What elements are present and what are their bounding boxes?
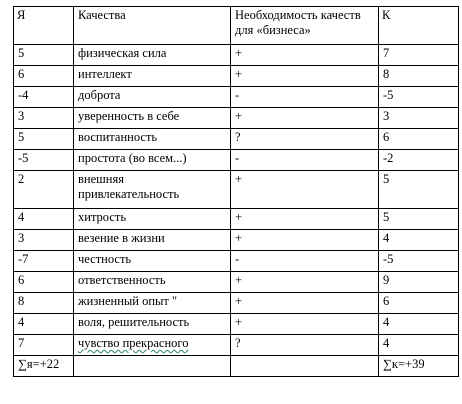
cell-k: 4 [379, 335, 459, 356]
cell-need: + [231, 230, 379, 251]
cell-quality: воля, решительность [74, 314, 231, 335]
cell-ya: 3 [14, 108, 74, 129]
cell-ya: 7 [14, 335, 74, 356]
cell-quality: хитрость [74, 209, 231, 230]
total-k: ∑к=+39 [379, 356, 459, 377]
table-row [14, 171, 459, 209]
cell-quality: жизненный опыт " [74, 293, 231, 314]
table-row [14, 335, 459, 356]
cell-ya: 5 [14, 45, 74, 66]
totals-row [14, 356, 459, 377]
cell-k: 7 [379, 45, 459, 66]
cell-need: + [231, 66, 379, 87]
total-need [231, 356, 379, 377]
cell-need: + [231, 45, 379, 66]
cell-k: -2 [379, 150, 459, 171]
table-row [14, 272, 459, 293]
table-row [14, 209, 459, 230]
cell-quality: честность [74, 251, 231, 272]
cell-k: -5 [379, 251, 459, 272]
table-row [14, 150, 459, 171]
table-row [14, 230, 459, 251]
cell-ya: 8 [14, 293, 74, 314]
cell-k: 4 [379, 230, 459, 251]
cell-need: + [231, 209, 379, 230]
cell-ya: 6 [14, 272, 74, 293]
cell-need: ? [231, 129, 379, 150]
cell-k: 6 [379, 293, 459, 314]
cell-quality [74, 335, 231, 356]
header-need: Необходимость качеств для «бизнеса» [231, 7, 379, 45]
cell-quality: везение в жизни [74, 230, 231, 251]
cell-quality: доброта [74, 87, 231, 108]
cell-need: - [231, 150, 379, 171]
cell-ya: 5 [14, 129, 74, 150]
cell-need: + [231, 314, 379, 335]
cell-k: 9 [379, 272, 459, 293]
table-row [14, 293, 459, 314]
cell-ya: 3 [14, 230, 74, 251]
table-row [14, 129, 459, 150]
cell-quality: ответственность [74, 272, 231, 293]
cell-k: 5 [379, 171, 459, 209]
table-header-row [14, 7, 459, 45]
cell-need: - [231, 251, 379, 272]
cell-need: + [231, 272, 379, 293]
cell-quality: воспитанность [74, 129, 231, 150]
quality-text: чувство прекрасного [78, 336, 189, 350]
cell-ya: -7 [14, 251, 74, 272]
cell-k: -5 [379, 87, 459, 108]
table-row [14, 314, 459, 335]
cell-k: 8 [379, 66, 459, 87]
table-row [14, 87, 459, 108]
header-k: К [379, 7, 459, 45]
cell-quality: физическая сила [74, 45, 231, 66]
cell-ya: 2 [14, 171, 74, 209]
qualities-table [13, 6, 459, 377]
table-row [14, 66, 459, 87]
cell-k: 3 [379, 108, 459, 129]
cell-quality: интеллект [74, 66, 231, 87]
cell-ya: 6 [14, 66, 74, 87]
header-qualities: Качества [74, 7, 231, 45]
table-row [14, 108, 459, 129]
header-ya: Я [14, 7, 74, 45]
table-row [14, 251, 459, 272]
cell-k: 5 [379, 209, 459, 230]
cell-need: + [231, 108, 379, 129]
cell-ya: -5 [14, 150, 74, 171]
cell-ya: -4 [14, 87, 74, 108]
cell-need: ? [231, 335, 379, 356]
cell-k: 4 [379, 314, 459, 335]
cell-quality: уверенность в себе [74, 108, 231, 129]
cell-k: 6 [379, 129, 459, 150]
cell-ya: 4 [14, 209, 74, 230]
cell-quality: внешняя привлекательность [74, 171, 231, 209]
cell-need: + [231, 293, 379, 314]
cell-quality: простота (во всем...) [74, 150, 231, 171]
cell-ya: 4 [14, 314, 74, 335]
qualities-table-container [13, 6, 459, 377]
total-qualities [74, 356, 231, 377]
table-row [14, 45, 459, 66]
cell-need: + [231, 171, 379, 209]
total-ya: ∑я=+22 [14, 356, 74, 377]
cell-need: - [231, 87, 379, 108]
